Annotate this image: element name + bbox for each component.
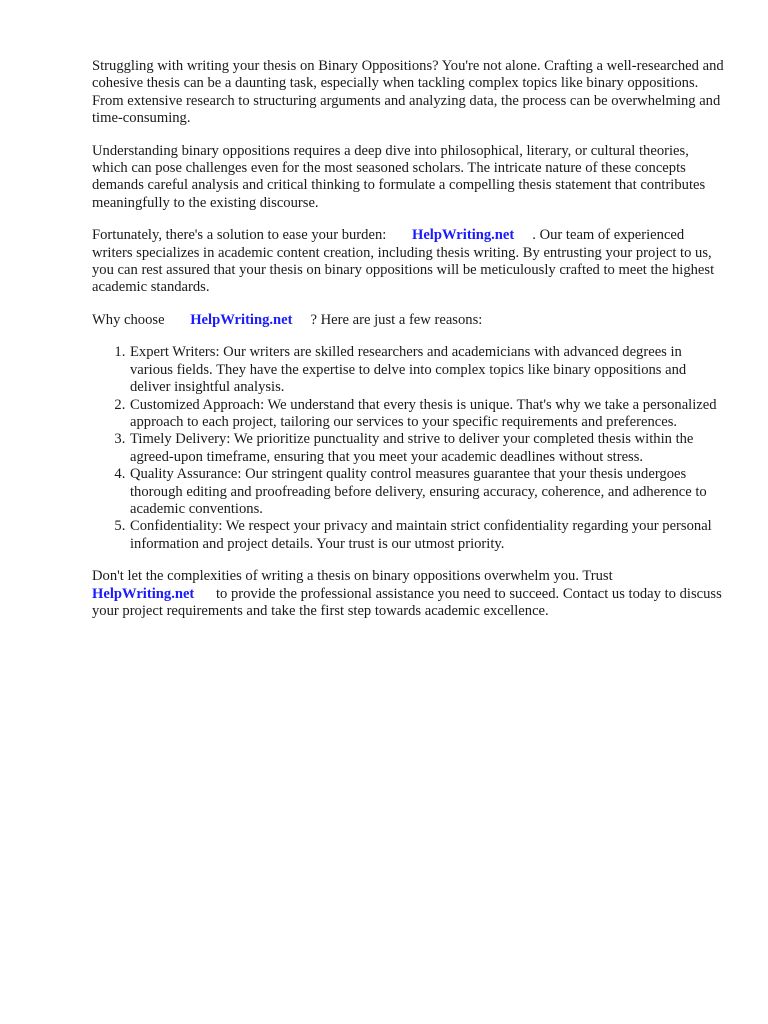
helpwriting-link-1[interactable]: HelpWriting.net	[411, 227, 515, 244]
helpwriting-link-2[interactable]: HelpWriting.net	[190, 311, 293, 328]
reasons-list	[92, 344, 724, 553]
why-choose-text-after: ? Here are just a few reasons:	[310, 311, 483, 328]
solution-text-before: Fortunately, there's a solution to ease your burden:	[92, 227, 387, 244]
list-item: 2. Customized Approach: We understand that every thesis is unique. That's why we take a personalized approach to each project, tailoring our services to your specific requirements and preferences.	[129, 397, 724, 432]
why-choose-paragraph	[92, 312, 724, 329]
document-page	[92, 58, 724, 635]
closing-paragraph	[92, 568, 724, 620]
intro-paragraph: Struggling with writing your thesis on Binary Oppositions? You're not alone. Crafting a well-researched and cohesive thesis can be a daunting task, especially when tackling complex topics like binary oppositions. From extensive research to structuring arguments and analyzing data, the process can be overwhelming and time-consuming.	[92, 58, 724, 127]
closing-text-after: to provide the professional assistance you need to succeed. Contact us today to discuss your project requirements and take the first step towards academic excellence.	[92, 585, 722, 619]
why-choose-text-before: Why choose	[92, 311, 165, 328]
list-item: 5. Confidentiality: We respect your privacy and maintain strict confidentiality regarding your personal information and project details. Your trust is our utmost priority.	[129, 518, 724, 553]
solution-paragraph	[92, 227, 724, 297]
list-item: 3. Timely Delivery: We prioritize punctuality and strive to deliver your completed thesis within the agreed-upon timeframe, ensuring that you meet your academic deadlines without stress.	[129, 431, 724, 466]
solution-text-after: . Our team of experienced writers specializes in academic content creation, including thesis writing. By entrusting your project to us, you can rest assured that your thesis on binary oppositions will be meticulously crafted to meet the highest academic standards.	[92, 227, 715, 296]
helpwriting-link-3[interactable]: HelpWriting.net	[92, 585, 195, 602]
understanding-paragraph: Understanding binary oppositions requires a deep dive into philosophical, literary, or cultural theories, which can pose challenges even for the most seasoned scholars. The intricate nature of these concepts demands careful analysis and critical thinking to formulate a compelling thesis statement that contributes meaningfully to the existing discourse.	[92, 142, 706, 211]
closing-text-before: Don't let the complexities of writing a thesis on binary oppositions overwhelm you. Trust	[92, 568, 613, 585]
list-item: 1. Expert Writers: Our writers are skilled researchers and academicians with advanced degrees in various fields. They have the expertise to delve into complex topics like binary oppositions and deliver insightful analysis.	[129, 344, 724, 396]
list-item: 4. Quality Assurance: Our stringent quality control measures guarantee that your thesis undergoes thorough editing and proofreading before delivery, ensuring accuracy, coherence, and adherence to academic conventions.	[129, 466, 724, 518]
